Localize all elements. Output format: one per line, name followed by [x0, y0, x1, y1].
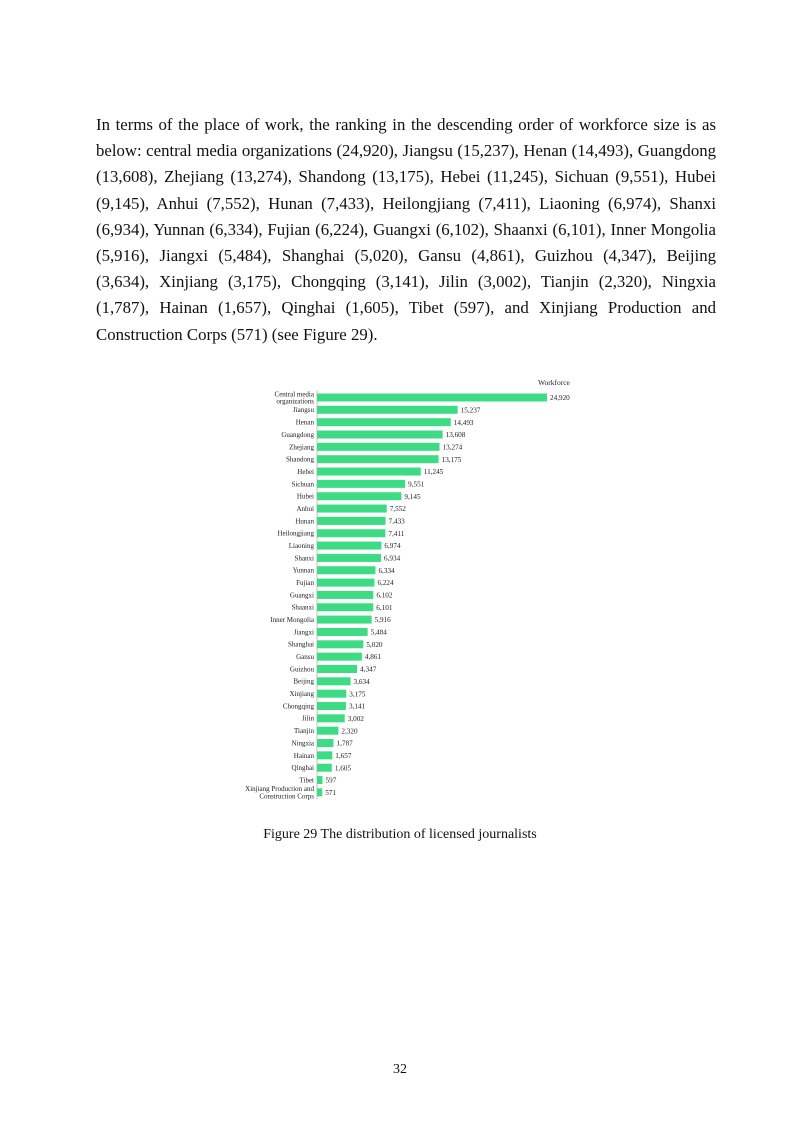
- bar: [317, 579, 374, 587]
- value-label: 11,245: [423, 468, 444, 477]
- bar: [317, 677, 351, 685]
- value-label: 9,145: [404, 492, 421, 501]
- tick-label: Ningxia: [291, 739, 314, 748]
- figure-caption: Figure 29 The distribution of licensed journalists: [263, 827, 537, 842]
- tick-label: Xinjiang: [289, 690, 314, 699]
- tick-label: Shaanxi: [291, 603, 314, 612]
- value-label: 2,320: [341, 727, 358, 736]
- value-label: 7,411: [388, 529, 405, 538]
- bar: [317, 591, 373, 599]
- bar: [317, 406, 458, 414]
- value-label: 3,175: [349, 690, 366, 699]
- tick-label: Shanghai: [287, 640, 314, 649]
- tick-label: Gansu: [296, 653, 314, 662]
- value-label: 7,433: [388, 517, 405, 526]
- bar: [317, 739, 333, 747]
- tick-label: Jiangxi: [293, 628, 314, 637]
- value-label: 6,334: [378, 566, 395, 575]
- value-label: 5,916: [374, 616, 391, 625]
- tick-label: Hebei: [297, 467, 314, 476]
- bar: [317, 603, 373, 611]
- bar: [317, 492, 401, 500]
- value-label: 7,552: [389, 505, 406, 514]
- value-label: 571: [325, 788, 337, 797]
- tick-label: Guangdong: [281, 430, 314, 439]
- bar: [317, 628, 368, 636]
- tick-label: Yunnan: [292, 566, 314, 575]
- bar: [317, 640, 363, 648]
- bar: [317, 690, 346, 698]
- tick-label: Jilin: [301, 714, 314, 723]
- value-label: 15,237: [460, 406, 481, 415]
- tick-label: Guangxi: [289, 591, 314, 600]
- body-paragraph: In terms of the place of work, the ranking in the descending order of workforce size is as below: central media organizations (24,920), Jiangsu (15,237), Henan (14,493), Guangdong (13,608), Zhejiang (13,274), Shandong (13,175), Hebei (11,245), Sichuan (9,551), Hubei (9,145), Anhui (7,552), Hunan (7,433), Heilongjiang (7,411), Liaoning (6,974), Shanxi (6,934), Yunnan (6,334), Fujian (6,224), Guangxi (6,102), Shaanxi (6,101), Inner Mongolia (5,916), Jiangxi (5,484), Shanghai (5,020), Gansu (4,861), Guizhou (4,347), Beijing (3,634), Xinjiang (3,175), Chongqing (3,141), Jilin (3,002), Tianjin (2,320), Ningxia (1,787), Hainan (1,657), Qinghai (1,605), Tibet (597), and Xinjiang Production and Construction Corps (571) (see Figure 29).: [96, 115, 716, 344]
- value-label: 5,484: [370, 628, 387, 637]
- bar: [317, 505, 387, 513]
- bar: [317, 554, 381, 562]
- tick-label: Tianjin: [294, 727, 314, 736]
- tick-label: Liaoning: [288, 541, 314, 550]
- value-label: 5,020: [366, 640, 383, 649]
- bar: [317, 788, 322, 796]
- bar: [317, 751, 332, 759]
- bar: [317, 764, 332, 772]
- tick-label: Guizhou: [289, 665, 314, 674]
- value-label: 24,920: [550, 394, 570, 403]
- workforce-bar-chart: [228, 372, 600, 812]
- value-label: 3,634: [353, 677, 370, 686]
- bar: [317, 665, 357, 673]
- value-label: 9,551: [408, 480, 425, 489]
- value-label: 1,787: [336, 739, 353, 748]
- value-label: 6,102: [376, 591, 393, 600]
- bar: [317, 529, 385, 537]
- bar: [317, 653, 362, 661]
- tick-label: Shandong: [286, 455, 314, 464]
- tick-label: Heilongjiang: [277, 529, 314, 538]
- tick-label: Xinjiang Production and Construction Corps: [245, 785, 314, 801]
- bar: [317, 702, 346, 710]
- tick-label: Fujian: [296, 579, 314, 587]
- bar: [317, 542, 381, 550]
- bar: [317, 776, 323, 784]
- tick-label: Hunan: [295, 517, 314, 526]
- tick-label: Hainan: [293, 751, 314, 760]
- tick-label: Central media organizations: [274, 390, 314, 406]
- value-label: 1,605: [334, 764, 351, 773]
- value-label: 13,274: [442, 443, 463, 452]
- tick-label: Henan: [295, 418, 314, 427]
- value-label: 6,224: [377, 579, 394, 588]
- bar: [317, 727, 338, 735]
- value-label: 597: [325, 776, 337, 785]
- bar: [317, 480, 405, 488]
- bar: [317, 394, 547, 402]
- bar: [317, 714, 345, 722]
- tick-label: Shanxi: [294, 554, 314, 563]
- bar: [317, 616, 372, 624]
- bar: [317, 566, 375, 574]
- value-label: 4,861: [364, 653, 382, 662]
- tick-label: Beijing: [293, 677, 314, 686]
- tick-label: Zhejiang: [289, 443, 314, 452]
- value-label: 1,657: [335, 751, 352, 760]
- value-label: 4,347: [360, 665, 377, 674]
- bar: [317, 468, 421, 476]
- tick-label: Chongqing: [282, 702, 314, 711]
- tick-label: Jiangsu: [293, 406, 314, 415]
- tick-label: Tibet: [299, 776, 314, 785]
- tick-label: Anhui: [296, 504, 314, 513]
- bar: [317, 443, 440, 451]
- value-label: 3,141: [348, 702, 366, 711]
- tick-label: Sichuan: [291, 480, 314, 489]
- page-number: 32: [393, 1062, 407, 1077]
- bar: [317, 517, 386, 525]
- value-label: 6,101: [376, 603, 393, 612]
- bar: [317, 431, 443, 439]
- tick-label: Hubei: [296, 492, 314, 501]
- legend-label: Workforce: [538, 378, 570, 387]
- bar: [317, 418, 451, 426]
- value-label: 3,002: [347, 714, 364, 723]
- value-label: 13,608: [445, 431, 466, 440]
- value-label: 6,934: [383, 554, 401, 563]
- value-label: 6,974: [384, 542, 401, 551]
- tick-label: Qinghai: [291, 764, 314, 773]
- value-label: 14,493: [453, 418, 474, 427]
- bar: [317, 455, 439, 463]
- value-label: 13,175: [441, 455, 462, 464]
- tick-label: Inner Mongolia: [270, 616, 314, 625]
